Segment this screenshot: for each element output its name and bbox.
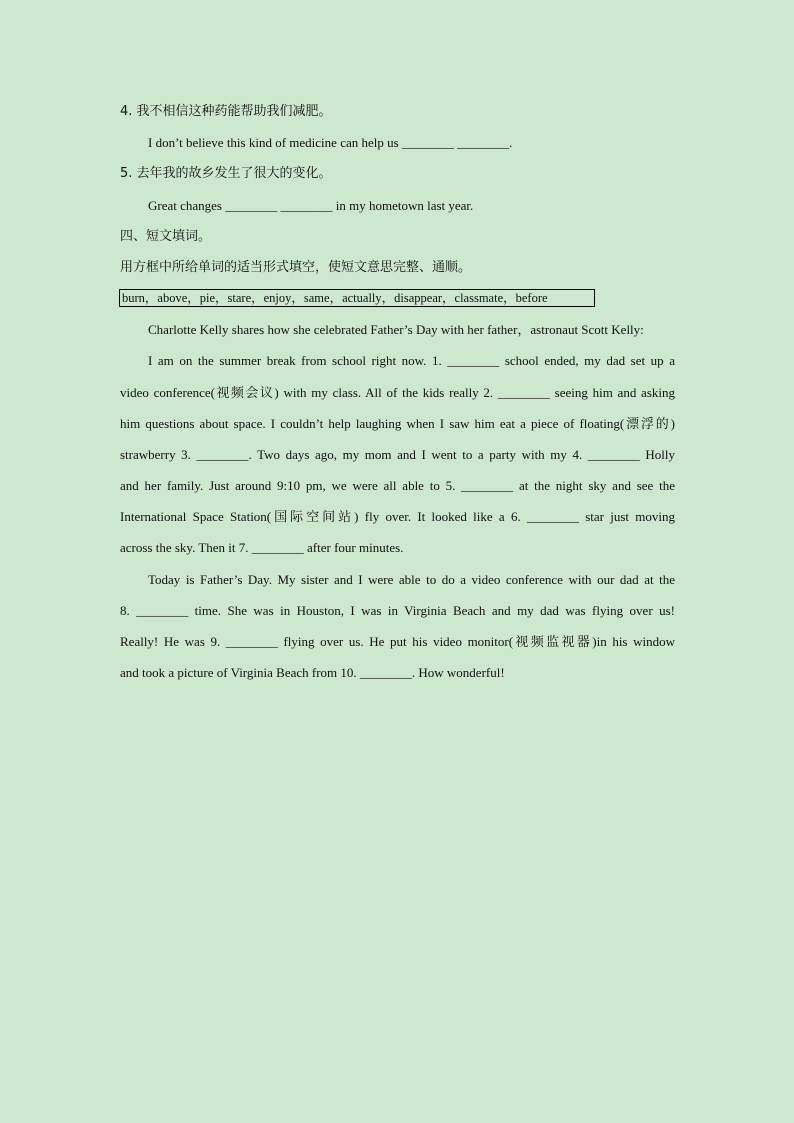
passage-line: and her family. Just around 9:10 pm, we were all able to 5. ________ at the night sky and see the xyxy=(120,478,675,493)
passage-line: International Space Station(国际空间站) fly over. It looked like a 6. ________ star just moving xyxy=(120,509,675,524)
question-5-chinese: 5. 去年我的故乡发生了很大的变化。 xyxy=(120,166,332,181)
passage-line: him questions about space. I couldn’t help laughing when I saw him eat a piece of floating(漂浮的) xyxy=(120,416,675,431)
question-4-chinese: 4. 我不相信这种药能帮助我们减肥。 xyxy=(120,104,332,119)
passage-line: Really! He was 9. ________ flying over us. He put his video monitor(视频监视器)in his window xyxy=(120,634,675,649)
passage-line: 8. ________ time. She was in Houston, I was in Virginia Beach and my dad was flying over us! xyxy=(120,603,675,618)
question-5-english: Great changes ________ ________ in my hometown last year. xyxy=(148,198,474,213)
passage-line: Today is Father’s Day. My sister and I were able to do a video conference with our dad at the xyxy=(148,572,675,587)
passage-line: I am on the summer break from school right now. 1. ________ school ended, my dad set up a xyxy=(148,353,675,368)
section-title: 四、短文填词。 xyxy=(120,229,212,244)
passage-line: video conference(视频会议) with my class. All of the kids really 2. ________ seeing him and asking xyxy=(120,385,675,400)
section-instructions: 用方框中所给单词的适当形式填空，使短文意思完整、通顺。 xyxy=(120,260,472,275)
passage-line: across the sky. Then it 7. ________ after four minutes. xyxy=(120,540,404,555)
passage-line: Charlotte Kelly shares how she celebrated Father’s Day with her father，astronaut Scott Kelly: xyxy=(148,322,644,337)
question-4-english: I don’t believe this kind of medicine can help us ________ ________. xyxy=(148,135,513,150)
word-bank-box: burn，above，pie，stare，enjoy，same，actually，disappear，classmate，before xyxy=(119,289,595,307)
passage-line: and took a picture of Virginia Beach from 10. ________. How wonderful! xyxy=(120,665,505,680)
passage-line: strawberry 3. ________. Two days ago, my mom and I went to a party with my 4. ________ Holly xyxy=(120,447,675,462)
